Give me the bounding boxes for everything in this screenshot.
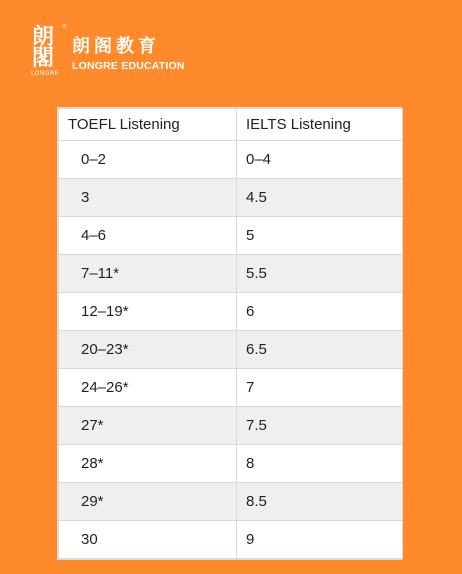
header-toefl: TOEFL Listening xyxy=(59,109,237,141)
cell-ielts-score: 4.5 xyxy=(237,179,403,217)
cell-ielts-score: 6 xyxy=(237,293,403,331)
registered-mark: ® xyxy=(62,24,67,30)
cell-toefl-score: 0–2 xyxy=(59,141,237,179)
cell-ielts-score: 5.5 xyxy=(237,255,403,293)
cell-toefl-score: 30 xyxy=(59,521,237,559)
table-row xyxy=(59,331,403,369)
cell-ielts-score: 7 xyxy=(237,369,403,407)
table-row xyxy=(59,293,403,331)
cell-ielts-score: 5 xyxy=(237,217,403,255)
score-conversion-table xyxy=(57,107,402,560)
seal-char-bottom: 閣 xyxy=(31,45,54,71)
cell-toefl-score: 3 xyxy=(59,179,237,217)
table-row xyxy=(59,179,403,217)
cell-toefl-score: 28* xyxy=(59,445,237,483)
table-row xyxy=(59,217,403,255)
table-row xyxy=(59,369,403,407)
seal-subtitle: LONGRE xyxy=(31,70,59,77)
cell-ielts-score: 7.5 xyxy=(237,407,403,445)
table-row xyxy=(59,407,403,445)
table-row xyxy=(59,141,403,179)
cell-toefl-score: 27* xyxy=(59,407,237,445)
brand-name-en: LONGRE EDUCATION xyxy=(72,60,185,72)
table-row xyxy=(59,521,403,559)
cell-ielts-score: 9 xyxy=(237,521,403,559)
cell-ielts-score: 8 xyxy=(237,445,403,483)
logo-seal xyxy=(26,24,67,78)
cell-ielts-score: 8.5 xyxy=(237,483,403,521)
brand-name-cn: 朗阁教育 xyxy=(72,36,160,57)
cell-ielts-score: 0–4 xyxy=(237,141,403,179)
cell-toefl-score: 4–6 xyxy=(59,217,237,255)
seal-char-top: 朗 xyxy=(31,24,54,50)
table-body xyxy=(59,141,403,559)
cell-toefl-score: 12–19* xyxy=(59,293,237,331)
cell-toefl-score: 24–26* xyxy=(59,369,237,407)
header-ielts: IELTS Listening xyxy=(237,109,403,141)
table-header-row xyxy=(59,109,403,141)
table-row xyxy=(59,445,403,483)
brand-text xyxy=(72,36,185,72)
cell-toefl-score: 7–11* xyxy=(59,255,237,293)
cell-ielts-score: 6.5 xyxy=(237,331,403,369)
cell-toefl-score: 20–23* xyxy=(59,331,237,369)
table-row xyxy=(59,255,403,293)
table-row xyxy=(59,483,403,521)
brand-logo xyxy=(26,26,185,78)
score-table xyxy=(58,108,403,559)
cell-toefl-score: 29* xyxy=(59,483,237,521)
